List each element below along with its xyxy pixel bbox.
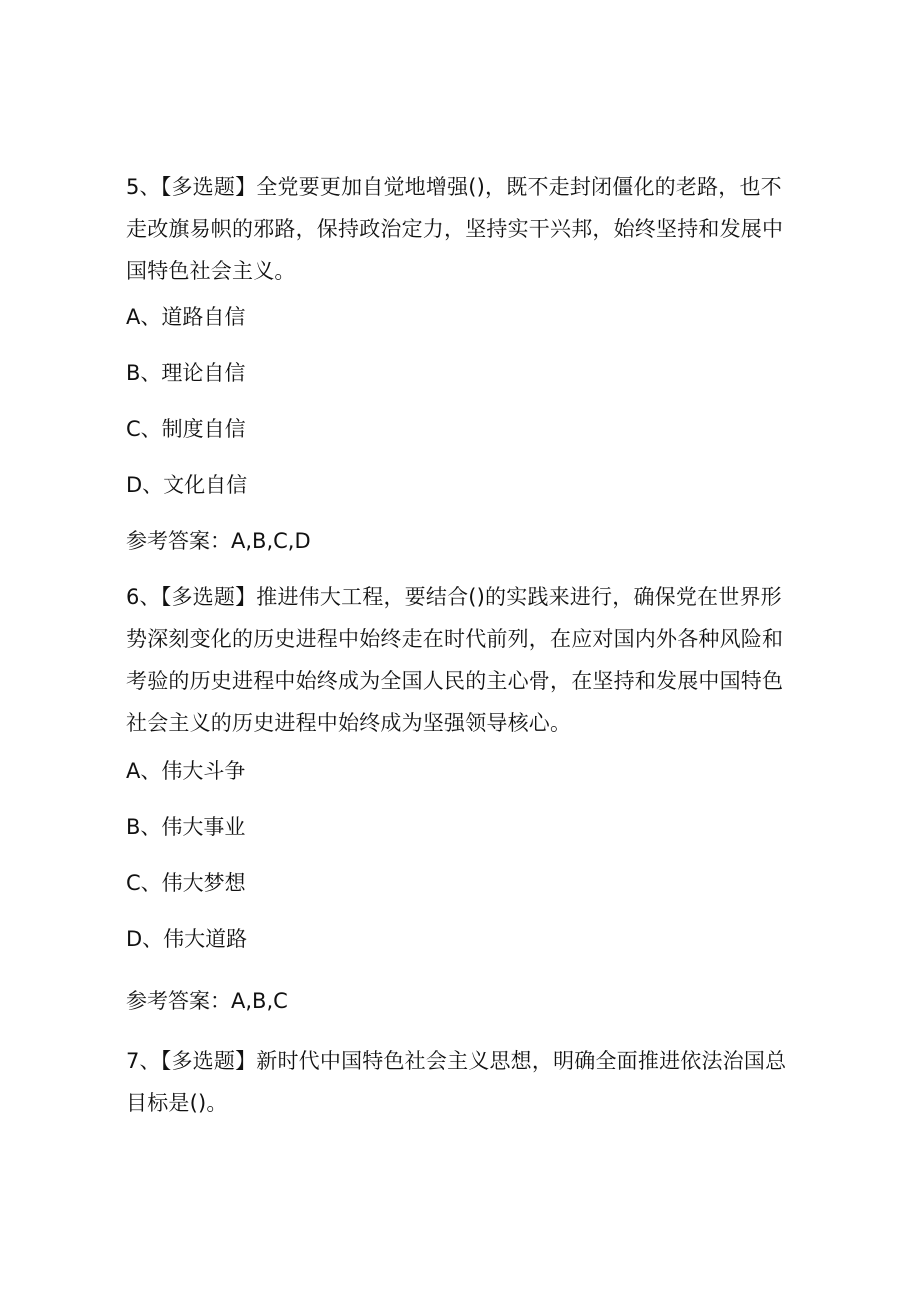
question-6-stem: [126, 576, 796, 744]
question-7-type: 【多选题】: [160, 1049, 257, 1073]
question-6-text: 推进伟大工程，要结合()的实践来进行，确保党在世界形势深刻变化的历史进程中始终走在时代前列，在应对国内外各种风险和考验的历史进程中始终成为全国人民的主心骨，在坚持和发展中国特色社会主义的历史进程中始终成为坚强领导核心。: [126, 585, 784, 735]
question-5-stem: [126, 166, 796, 292]
question-7-number: 7、: [126, 1049, 161, 1073]
question-7-stem: [126, 1040, 796, 1124]
question-6-option-d: D、伟大道路: [126, 927, 248, 951]
question-5-text: 全党要更加自觉地增强()，既不走封闭僵化的老路，也不走改旗易帜的邪路，保持政治定力，坚持实干兴邦，始终坚持和发展中国特色社会主义。: [126, 175, 784, 283]
question-5-number: 5、: [126, 175, 161, 199]
question-6-number: 6、: [126, 585, 161, 609]
question-5-type: 【多选题】: [160, 175, 257, 199]
question-6-option-c: C、伟大梦想: [126, 871, 246, 895]
question-5-option-d: D、文化自信: [126, 473, 248, 497]
question-6-answer: 参考答案：A,B,C: [126, 989, 288, 1013]
question-7-text: 新时代中国特色社会主义思想，明确全面推进依法治国总目标是()。: [126, 1049, 787, 1115]
question-6-option-b: B、伟大事业: [126, 815, 246, 839]
question-5-option-c: C、制度自信: [126, 417, 246, 441]
question-5-option-a: A、道路自信: [126, 305, 246, 329]
question-5-answer: 参考答案：A,B,C,D: [126, 529, 311, 553]
question-5-option-b: B、理论自信: [126, 361, 246, 385]
question-6-type: 【多选题】: [160, 585, 257, 609]
question-6-option-a: A、伟大斗争: [126, 759, 246, 783]
